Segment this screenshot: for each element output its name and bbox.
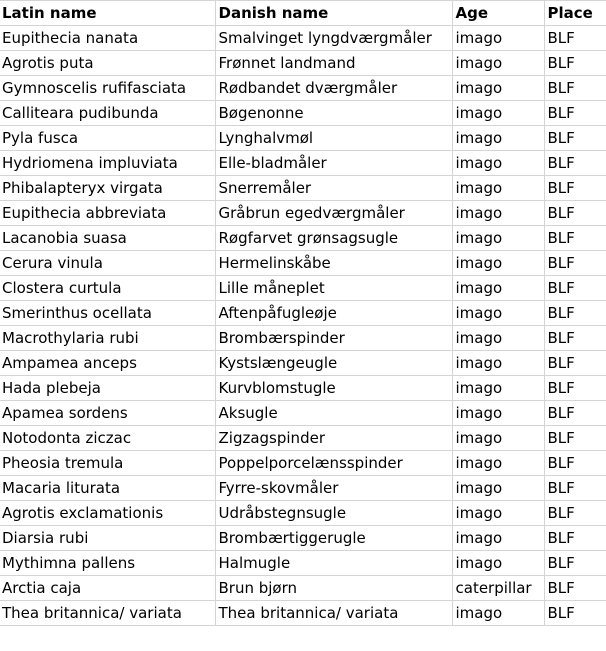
- latin-name-cell[interactable]: Hada plebeja: [0, 376, 215, 401]
- danish-name-cell[interactable]: Aksugle: [215, 401, 452, 426]
- latin-name-cell[interactable]: Macaria liturata: [0, 476, 215, 501]
- danish-name-cell[interactable]: Bøgenonne: [215, 101, 452, 126]
- latin-name-cell[interactable]: Phibalapteryx virgata: [0, 176, 215, 201]
- header-danish-name[interactable]: Danish name: [215, 1, 452, 26]
- place-cell[interactable]: BLF: [544, 251, 606, 276]
- danish-name-cell[interactable]: Brombærtiggerugle: [215, 526, 452, 551]
- place-cell[interactable]: BLF: [544, 226, 606, 251]
- header-latin-name[interactable]: Latin name: [0, 1, 215, 26]
- place-cell[interactable]: BLF: [544, 176, 606, 201]
- latin-name-cell[interactable]: Thea britannica/ variata: [0, 601, 215, 626]
- place-cell[interactable]: BLF: [544, 526, 606, 551]
- table-row: [0, 101, 606, 126]
- danish-name-cell[interactable]: Snerremåler: [215, 176, 452, 201]
- age-cell[interactable]: imago: [452, 401, 544, 426]
- age-cell[interactable]: imago: [452, 451, 544, 476]
- table-body: [0, 26, 606, 626]
- place-cell[interactable]: BLF: [544, 151, 606, 176]
- age-cell[interactable]: caterpillar: [452, 576, 544, 601]
- danish-name-cell[interactable]: Poppelporcelænsspinder: [215, 451, 452, 476]
- latin-name-cell[interactable]: Macrothylaria rubi: [0, 326, 215, 351]
- place-cell[interactable]: BLF: [544, 476, 606, 501]
- latin-name-cell[interactable]: Lacanobia suasa: [0, 226, 215, 251]
- place-cell[interactable]: BLF: [544, 301, 606, 326]
- age-cell[interactable]: imago: [452, 26, 544, 51]
- place-cell[interactable]: BLF: [544, 76, 606, 101]
- latin-name-cell[interactable]: Pyla fusca: [0, 126, 215, 151]
- header-age[interactable]: Age: [452, 1, 544, 26]
- age-cell[interactable]: imago: [452, 426, 544, 451]
- age-cell[interactable]: imago: [452, 201, 544, 226]
- latin-name-cell[interactable]: Cerura vinula: [0, 251, 215, 276]
- danish-name-cell[interactable]: Aftenpåfugleøje: [215, 301, 452, 326]
- danish-name-cell[interactable]: Zigzagspinder: [215, 426, 452, 451]
- place-cell[interactable]: BLF: [544, 126, 606, 151]
- danish-name-cell[interactable]: Fyrre-skovmåler: [215, 476, 452, 501]
- danish-name-cell[interactable]: Brombærspinder: [215, 326, 452, 351]
- danish-name-cell[interactable]: Gråbrun egedværgmåler: [215, 201, 452, 226]
- table-row: [0, 501, 606, 526]
- place-cell[interactable]: BLF: [544, 601, 606, 626]
- table-row: [0, 451, 606, 476]
- danish-name-cell[interactable]: Kurvblomstugle: [215, 376, 452, 401]
- age-cell[interactable]: imago: [452, 326, 544, 351]
- danish-name-cell[interactable]: Rødbandet dværgmåler: [215, 76, 452, 101]
- header-place[interactable]: Place: [544, 1, 606, 26]
- danish-name-cell[interactable]: Thea britannica/ variata: [215, 601, 452, 626]
- table-row: [0, 51, 606, 76]
- table-row: [0, 301, 606, 326]
- latin-name-cell[interactable]: Diarsia rubi: [0, 526, 215, 551]
- age-cell[interactable]: imago: [452, 151, 544, 176]
- age-cell[interactable]: imago: [452, 476, 544, 501]
- danish-name-cell[interactable]: Halmugle: [215, 551, 452, 576]
- age-cell[interactable]: imago: [452, 276, 544, 301]
- latin-name-cell[interactable]: Apamea sordens: [0, 401, 215, 426]
- place-cell[interactable]: BLF: [544, 201, 606, 226]
- table-row: [0, 376, 606, 401]
- place-cell[interactable]: BLF: [544, 576, 606, 601]
- danish-name-cell[interactable]: Smalvinget lyngdværgmåler: [215, 26, 452, 51]
- place-cell[interactable]: BLF: [544, 426, 606, 451]
- latin-name-cell[interactable]: Hydriomena impluviata: [0, 151, 215, 176]
- age-cell[interactable]: imago: [452, 176, 544, 201]
- age-cell[interactable]: imago: [452, 351, 544, 376]
- table-row: [0, 26, 606, 51]
- table-row: [0, 126, 606, 151]
- place-cell[interactable]: BLF: [544, 276, 606, 301]
- table-row: [0, 401, 606, 426]
- danish-name-cell[interactable]: Lynghalvmøl: [215, 126, 452, 151]
- place-cell[interactable]: BLF: [544, 351, 606, 376]
- table-row: [0, 151, 606, 176]
- latin-name-cell[interactable]: Gymnoscelis rufifasciata: [0, 76, 215, 101]
- latin-name-cell[interactable]: Clostera curtula: [0, 276, 215, 301]
- latin-name-cell[interactable]: Ampamea anceps: [0, 351, 215, 376]
- place-cell[interactable]: BLF: [544, 376, 606, 401]
- place-cell[interactable]: BLF: [544, 501, 606, 526]
- danish-name-cell[interactable]: Elle-bladmåler: [215, 151, 452, 176]
- place-cell[interactable]: BLF: [544, 101, 606, 126]
- age-cell[interactable]: imago: [452, 601, 544, 626]
- place-cell[interactable]: BLF: [544, 551, 606, 576]
- table-row: [0, 326, 606, 351]
- latin-name-cell[interactable]: Calliteara pudibunda: [0, 101, 215, 126]
- latin-name-cell[interactable]: Arctia caja: [0, 576, 215, 601]
- table-row: [0, 351, 606, 376]
- place-cell[interactable]: BLF: [544, 401, 606, 426]
- age-cell[interactable]: imago: [452, 501, 544, 526]
- age-cell[interactable]: imago: [452, 376, 544, 401]
- age-cell[interactable]: imago: [452, 301, 544, 326]
- table-row: [0, 251, 606, 276]
- table-row: [0, 176, 606, 201]
- age-cell[interactable]: imago: [452, 251, 544, 276]
- header-row: [0, 1, 606, 26]
- table-row: [0, 226, 606, 251]
- place-cell[interactable]: BLF: [544, 451, 606, 476]
- table-row: [0, 76, 606, 101]
- table-row: [0, 426, 606, 451]
- age-cell[interactable]: imago: [452, 51, 544, 76]
- latin-name-cell[interactable]: Smerinthus ocellata: [0, 301, 215, 326]
- danish-name-cell[interactable]: Brun bjørn: [215, 576, 452, 601]
- table-row: [0, 201, 606, 226]
- latin-name-cell[interactable]: Notodonta ziczac: [0, 426, 215, 451]
- danish-name-cell[interactable]: Udråbstegnsugle: [215, 501, 452, 526]
- danish-name-cell[interactable]: Frønnet landmand: [215, 51, 452, 76]
- age-cell[interactable]: imago: [452, 526, 544, 551]
- danish-name-cell[interactable]: Kystslængeugle: [215, 351, 452, 376]
- table-row: [0, 276, 606, 301]
- table-row: [0, 551, 606, 576]
- age-cell[interactable]: imago: [452, 551, 544, 576]
- place-cell[interactable]: BLF: [544, 26, 606, 51]
- table-row: [0, 576, 606, 601]
- age-cell[interactable]: imago: [452, 126, 544, 151]
- danish-name-cell[interactable]: Røgfarvet grønsagsugle: [215, 226, 452, 251]
- place-cell[interactable]: BLF: [544, 51, 606, 76]
- latin-name-cell[interactable]: Eupithecia nanata: [0, 26, 215, 51]
- age-cell[interactable]: imago: [452, 76, 544, 101]
- latin-name-cell[interactable]: Mythimna pallens: [0, 551, 215, 576]
- table-row: [0, 476, 606, 501]
- place-cell[interactable]: BLF: [544, 326, 606, 351]
- danish-name-cell[interactable]: Hermelinskåbe: [215, 251, 452, 276]
- table-row: [0, 526, 606, 551]
- latin-name-cell[interactable]: Eupithecia abbreviata: [0, 201, 215, 226]
- age-cell[interactable]: imago: [452, 226, 544, 251]
- latin-name-cell[interactable]: Pheosia tremula: [0, 451, 215, 476]
- age-cell[interactable]: imago: [452, 101, 544, 126]
- table-row: [0, 601, 606, 626]
- danish-name-cell[interactable]: Lille måneplet: [215, 276, 452, 301]
- latin-name-cell[interactable]: Agrotis exclamationis: [0, 501, 215, 526]
- latin-name-cell[interactable]: Agrotis puta: [0, 51, 215, 76]
